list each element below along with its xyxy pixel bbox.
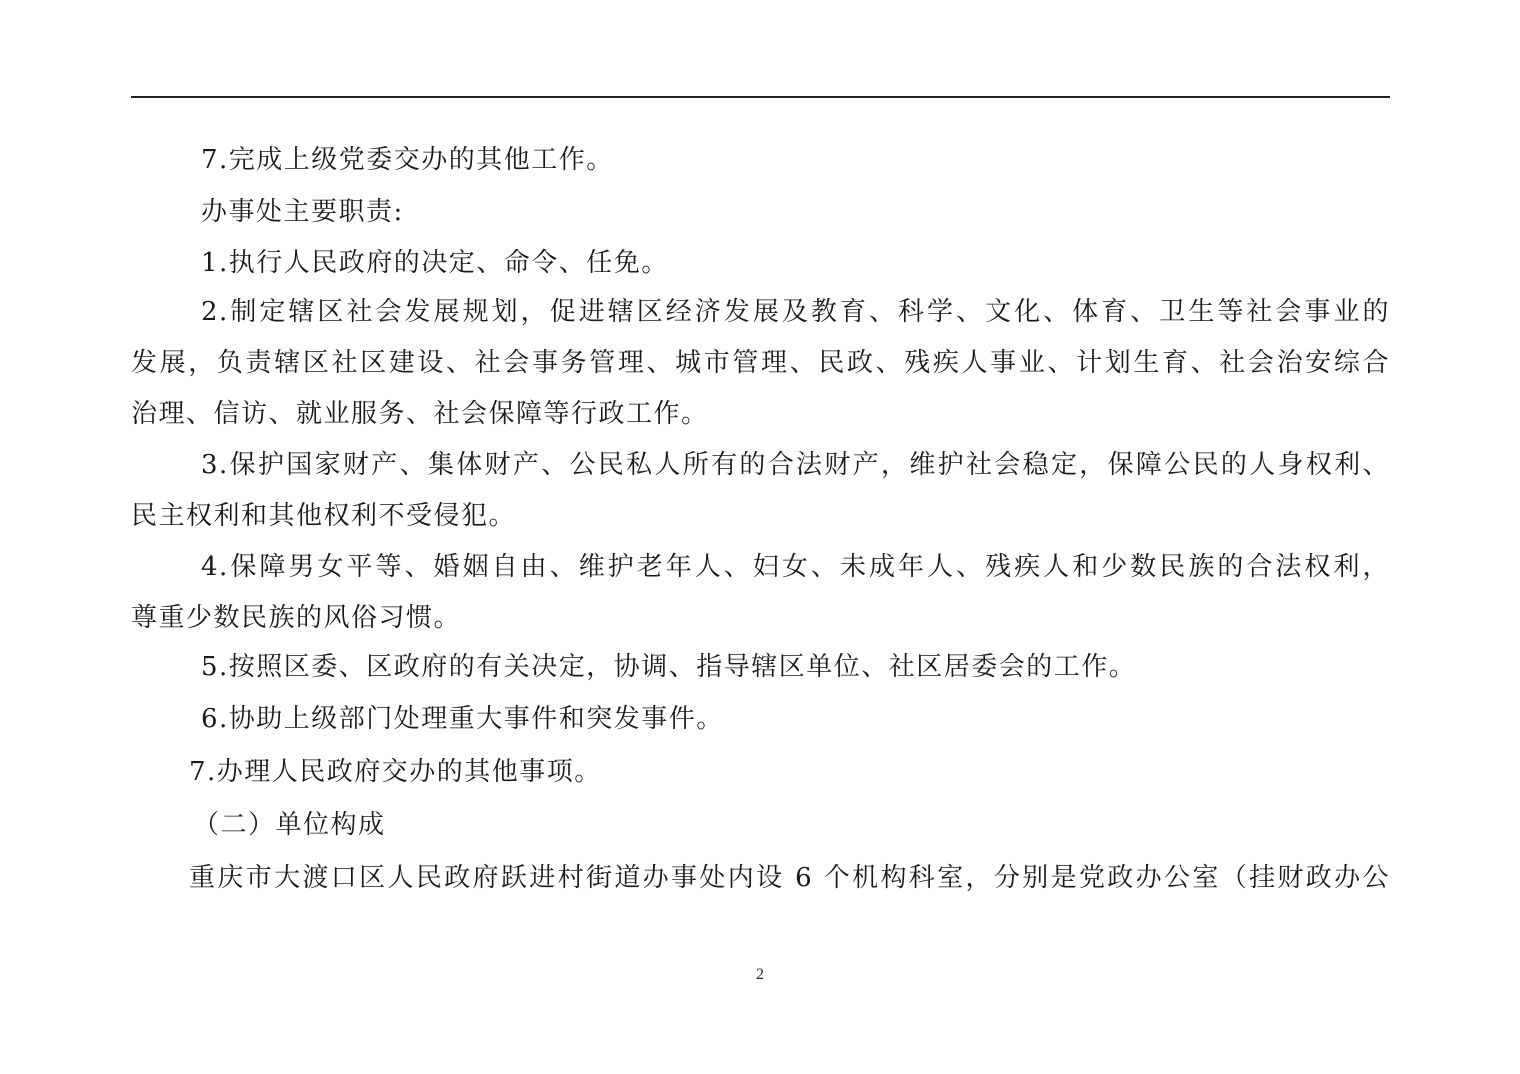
text-line-7: 3.保护国家财产、集体财产、公民私人所有的合法财产，维护社会稳定，保障公民的人身权利、 xyxy=(201,450,1390,480)
text-line-3: 1.执行人民政府的决定、命令、任免。 xyxy=(201,248,669,278)
text-line-12: 6.协助上级部门处理重大事件和突发事件。 xyxy=(201,704,724,734)
text-line-4: 2.制定辖区社会发展规划，促进辖区经济发展及教育、科学、文化、体育、卫生等社会事业的 xyxy=(201,297,1390,327)
text-line-10: 尊重少数民族的风俗习惯。 xyxy=(131,603,462,633)
section-heading-composition: （二）单位构成 xyxy=(193,810,386,840)
text-line-9: 4.保障男女平等、婚姻自由、维护老年人、妇女、未成年人、残疾人和少数民族的合法权利， xyxy=(201,552,1390,582)
text-line-13: 7.办理人民政府交办的其他事项。 xyxy=(189,757,602,787)
header-rule xyxy=(131,96,1390,98)
section-heading-duties: 办事处主要职责: xyxy=(201,197,404,227)
text-line-15: 重庆市大渡口区人民政府跃进村街道办事处内设 6 个机构科室，分别是党政办公室（挂财政办公 xyxy=(189,863,1390,893)
text-line-11: 5.按照区委、区政府的有关决定，协调、指导辖区单位、社区居委会的工作。 xyxy=(201,652,1137,682)
text-line-8: 民主权利和其他权利不受侵犯。 xyxy=(131,501,517,531)
page-number: 2 xyxy=(756,966,764,983)
text-line-5: 发展，负责辖区社区建设、社会事务管理、城市管理、民政、残疾人事业、计划生育、社会治安综合 xyxy=(131,348,1390,378)
text-line-6: 治理、信访、就业服务、社会保障等行政工作。 xyxy=(131,399,709,429)
text-line-1: 7.完成上级党委交办的其他工作。 xyxy=(201,145,614,175)
